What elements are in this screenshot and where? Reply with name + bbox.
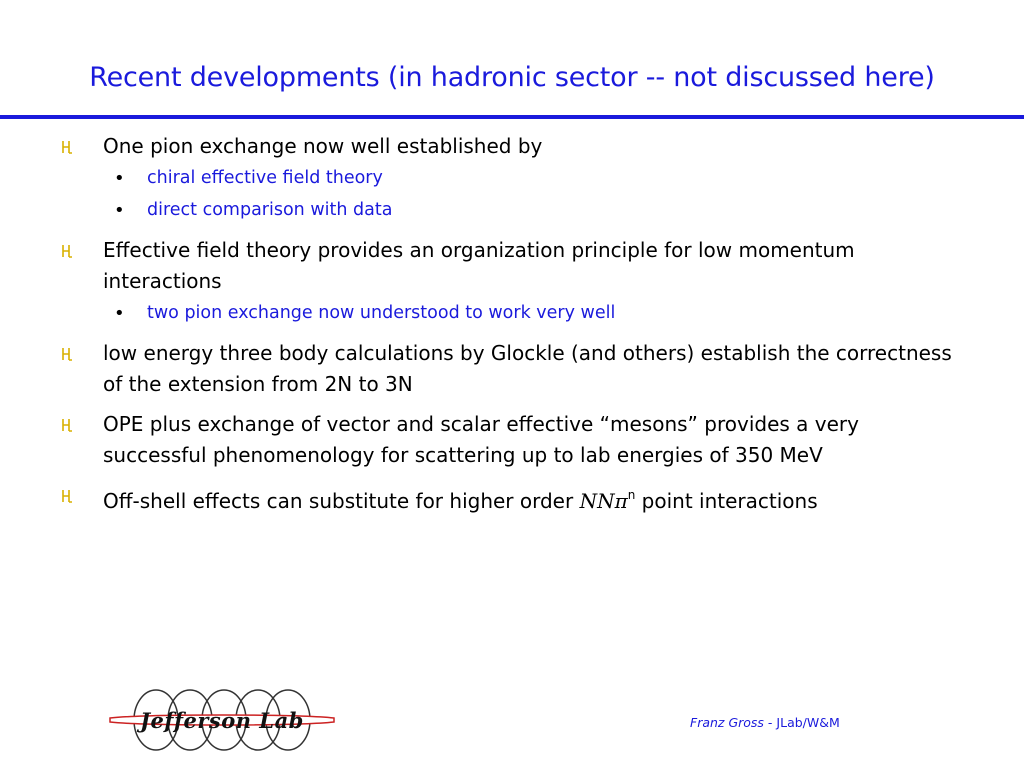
h-bullet-icon — [62, 489, 74, 504]
dot-bullet-icon: • — [114, 200, 125, 221]
slide-title: Recent developments (in hadronic sector -- not discussed here) — [89, 62, 935, 93]
h-bullet-icon — [62, 140, 74, 155]
footer-separator: - — [763, 715, 777, 730]
title-divider — [0, 115, 1024, 119]
bullet-text: low energy three body calculations by Glockle (and others) establish the correctness of the extension from 2N to 3N — [103, 341, 952, 396]
pi-symbol: π — [614, 489, 628, 513]
bullet-item — [62, 131, 962, 162]
sub-bullet-item — [62, 163, 962, 194]
sub-bullet-item — [62, 195, 962, 226]
bullet-list — [62, 128, 962, 517]
bullet-item — [62, 338, 962, 400]
sub-bullet-text: direct comparison with data — [147, 200, 393, 220]
h-bullet-icon — [62, 244, 74, 259]
logo-wordmark: Jefferson Lab — [140, 707, 304, 733]
bullet-item — [62, 235, 962, 297]
bullet-item — [62, 480, 962, 517]
footer-affiliation: JLab/W&M — [776, 715, 840, 730]
footer-author: Franz Gross — [690, 715, 764, 730]
footer-credit — [690, 715, 840, 730]
sub-bullet-text: two pion exchange now understood to work very well — [147, 303, 616, 323]
h-bullet-icon — [62, 347, 74, 362]
dot-bullet-icon: • — [114, 168, 125, 189]
bullet-text: Effective field theory provides an organization principle for low momentum interactions — [103, 238, 855, 293]
dot-bullet-icon: • — [114, 303, 125, 324]
superscript-n: n — [627, 488, 636, 502]
sub-bullet-item — [62, 298, 962, 329]
bullet-text: One pion exchange now well established by — [103, 134, 543, 158]
bullet-text-before: Off-shell effects can substitute for higher order — [103, 489, 580, 513]
h-bullet-icon — [62, 418, 74, 433]
bullet-text-after: point interactions — [635, 489, 818, 513]
sub-bullet-text: chiral effective field theory — [147, 168, 383, 188]
jefferson-lab-logo — [108, 688, 336, 752]
bullet-item — [62, 409, 962, 471]
nn-symbol: NN — [579, 489, 615, 513]
bullet-text — [103, 480, 962, 517]
bullet-text: OPE plus exchange of vector and scalar effective “mesons” provides a very successful phenomenology for scattering up to lab energies of 350 MeV — [103, 412, 859, 467]
